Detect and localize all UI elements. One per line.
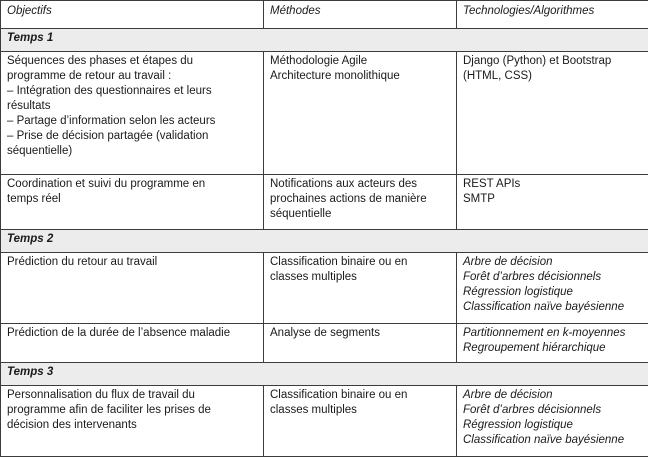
technologie-cell <box>457 324 648 363</box>
objectif-cell <box>1 175 264 230</box>
technologie-line: Forêt d’arbres décisionnels <box>463 404 602 416</box>
header-methodes: Méthodes <box>264 1 457 29</box>
objectif-line: – Partage d’information selon les acteurs <box>7 115 216 127</box>
table-row <box>1 52 648 175</box>
technologie-line: Django (Python) et Bootstrap <box>463 55 612 67</box>
section-title: Temps 1 <box>1 29 648 52</box>
objectif-cell <box>1 324 264 363</box>
objectif-line: – Prise de décision partagée (validation <box>7 130 209 142</box>
header-objectifs: Objectifs <box>1 1 264 29</box>
objectif-line: Prédiction de la durée de l’absence maladie <box>7 327 231 339</box>
table-row <box>1 324 648 363</box>
methode-line: Classification binaire ou en <box>270 256 408 268</box>
technologie-line: Classification naïve bayésienne <box>463 434 625 446</box>
technologie-cell <box>457 175 648 230</box>
technologie-cell <box>457 52 648 175</box>
technologie-line: Classification naïve bayésienne <box>463 301 625 313</box>
technologie-line: Régression logistique <box>463 419 573 431</box>
objectif-cell <box>1 253 264 324</box>
section-row-temps-2 <box>1 230 648 253</box>
header-technologies: Technologies/Algorithmes <box>457 1 648 29</box>
technologie-line: REST APIs <box>463 178 521 190</box>
methode-cell <box>264 175 457 230</box>
objectif-cell <box>1 52 264 175</box>
objectif-line: décision des intervenants <box>7 419 137 431</box>
methode-line: Analyse de segments <box>270 327 380 339</box>
objectif-line: séquentielle) <box>7 145 73 157</box>
objectif-line: Prédiction du retour au travail <box>7 256 158 268</box>
section-title: Temps 2 <box>1 230 648 253</box>
methode-cell <box>264 324 457 363</box>
technologie-line: Partitionnement en k-moyennes <box>463 327 626 339</box>
objectif-line: Coordination et suivi du programme en <box>7 178 206 190</box>
objectif-line: résultats <box>7 100 51 112</box>
technologie-cell <box>457 253 648 324</box>
objectif-line: Personnalisation du flux de travail du <box>7 389 195 401</box>
technologie-line: Régression logistique <box>463 286 573 298</box>
header-row <box>1 1 648 29</box>
technologie-line: Forêt d’arbres décisionnels <box>463 271 602 283</box>
methode-line: classes multiples <box>270 271 357 283</box>
technologie-line: SMTP <box>463 193 495 205</box>
section-row-temps-3 <box>1 363 648 386</box>
methode-line: classes multiples <box>270 404 357 416</box>
objectif-line: Séquences des phases et étapes du <box>7 55 194 67</box>
technologie-line: Arbre de décision <box>463 256 553 268</box>
methode-line: Méthodologie Agile <box>270 55 368 67</box>
table-row <box>1 386 648 457</box>
technologie-line: Arbre de décision <box>463 389 553 401</box>
methode-line: prochaines actions de manière <box>270 193 427 205</box>
technologie-line: Regroupement hiérarchique <box>463 342 606 354</box>
table-row <box>1 175 648 230</box>
section-row-temps-1 <box>1 29 648 52</box>
methode-line: Architecture monolithique <box>270 70 400 82</box>
methode-cell <box>264 253 457 324</box>
objectif-cell <box>1 386 264 457</box>
methode-line: Classification binaire ou en <box>270 389 408 401</box>
technologie-line: (HTML, CSS) <box>463 70 532 82</box>
objectif-line: programme afin de faciliter les prises de <box>7 404 211 416</box>
table-row <box>1 253 648 324</box>
methode-cell <box>264 386 457 457</box>
methode-line: séquentielle <box>270 208 332 220</box>
section-title: Temps 3 <box>1 363 648 386</box>
objectif-line: – Intégration des questionnaires et leurs <box>7 85 212 97</box>
methode-cell <box>264 52 457 175</box>
technologie-cell <box>457 386 648 457</box>
methode-line: Notifications aux acteurs des <box>270 178 418 190</box>
objectif-line: temps réel <box>7 193 61 205</box>
objectif-line: programme de retour au travail : <box>7 70 172 82</box>
